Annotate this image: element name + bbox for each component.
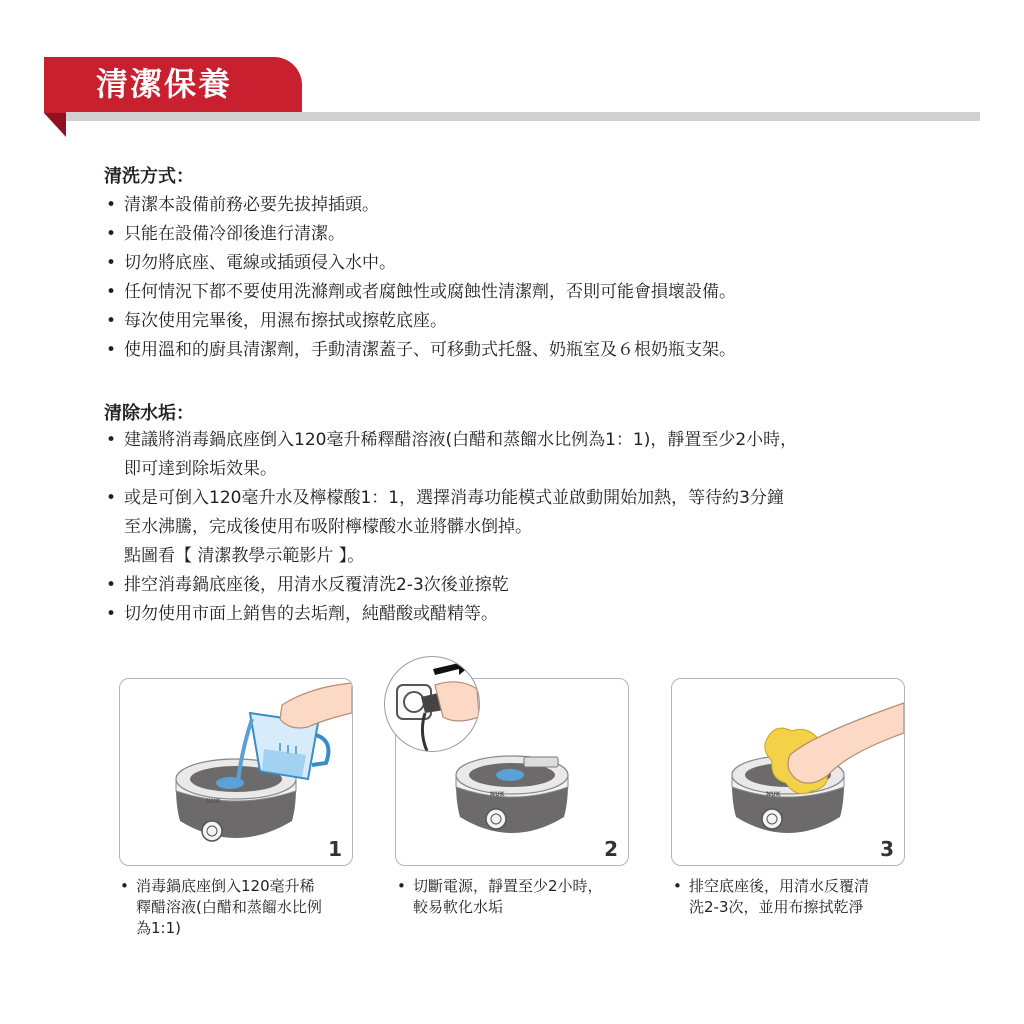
washing-list <box>104 191 736 365</box>
step-number: 1 <box>328 837 342 861</box>
svg-text:NUK: NUK <box>206 798 221 805</box>
header-fold <box>44 113 66 137</box>
step-3-panel <box>671 678 905 866</box>
svg-text:NUK: NUK <box>490 791 505 798</box>
list-item: • 每次使用完畢後，用濕布擦拭或擦乾底座。 <box>104 307 736 336</box>
list-item: • 切勿將底座、電線或插頭侵入水中。 <box>104 249 736 278</box>
list-item: • 任何情況下都不要使用洗滌劑或者腐蝕性或腐蝕性清潔劑，否則可能會損壞設備。 <box>104 278 736 307</box>
section-title-descaling: 清除水垢： <box>104 403 194 424</box>
step-2-caption: • 切斷電源，靜置至少2小時， 較易軟化水垢 <box>397 877 603 916</box>
svg-text:NUK: NUK <box>766 791 781 798</box>
descaling-list <box>104 426 797 629</box>
list-item: • 切勿使用市面上銷售的去垢劑，純醋酸或醋精等。 <box>104 600 797 629</box>
step-1-caption: • 消毒鍋底座倒入120毫升稀 釋醋溶液(白醋和蒸餾水比例 為1:1) <box>120 877 322 937</box>
list-item-continuation: 至水沸騰，完成後使用布吸附檸檬酸水並將髒水倒掉。 <box>124 517 532 537</box>
unplug-detail-icon <box>384 656 480 752</box>
header-rule <box>66 112 980 121</box>
list-item: • 只能在設備冷卻後進行清潔。 <box>104 220 736 249</box>
step-1-illustration <box>120 679 352 865</box>
list-item: • 或是可倒入120毫升水及檸檬酸1：1，選擇消毒功能模式並啟動開始加熱，等待約3分鐘 <box>104 484 797 513</box>
step-1-panel <box>119 678 353 866</box>
section-title-washing: 清洗方式： <box>104 166 194 187</box>
list-item: • 清潔本設備前務必要先拔掉插頭。 <box>104 191 736 220</box>
step-number: 3 <box>880 837 894 861</box>
list-item: • 排空消毒鍋底座後，用清水反覆清洗2-3次後並擦乾 <box>104 571 797 600</box>
list-item: • 使用溫和的廚具清潔劑，手動清潔蓋子、可移動式托盤、奶瓶室及６根奶瓶支架。 <box>104 336 736 365</box>
step-3-caption: • 排空底座後，用清水反覆清 洗2-3次，並用布擦拭乾淨 <box>673 877 870 916</box>
list-item: • 建議將消毒鍋底座倒入120毫升稀釋醋溶液(白醋和蒸餾水比例為1：1)，靜置至少2小時， <box>104 426 797 455</box>
step-number: 2 <box>604 837 618 861</box>
video-link[interactable]: 點圖看【 清潔教學示範影片 】。 <box>124 546 365 566</box>
step-3-illustration <box>672 679 904 865</box>
list-item-continuation: 即可達到除垢效果。 <box>124 459 277 479</box>
page-title: 清潔保養 <box>96 65 233 103</box>
